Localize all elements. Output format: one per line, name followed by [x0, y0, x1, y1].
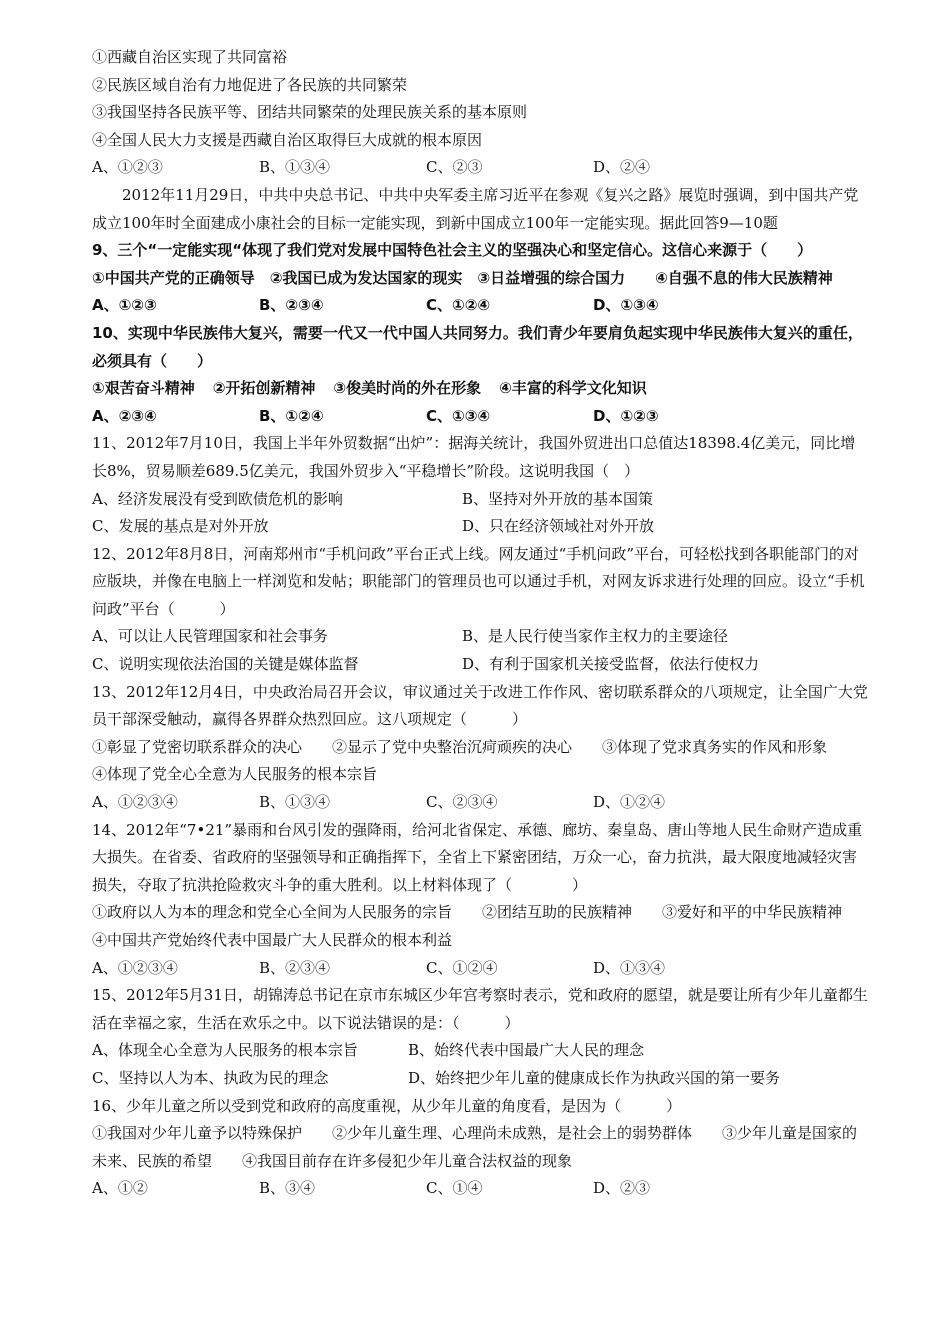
q13-options: [92, 789, 870, 817]
option-c: C、①④: [426, 1179, 483, 1198]
option-d: D、①③④: [593, 958, 666, 977]
option-a: A、①②③④: [92, 793, 178, 812]
question-9: [92, 237, 870, 320]
option-a: A、①②③: [92, 296, 157, 315]
q16-items: ①我国对少年儿童予以特殊保护 ②少年儿童生理、心理尚未成熟，是社会上的弱势群体 ③少年儿童是国家的未来、民族的希望 ④我国目前存在许多侵犯少年儿童合法权益的现象: [92, 1124, 858, 1170]
option-b: B、③④: [259, 1179, 316, 1198]
option-d: D、②③: [593, 1179, 651, 1198]
option-a: A、①②③: [92, 158, 163, 177]
statement-2: ②民族区域自治有力地促进了各民族的共同繁荣: [92, 75, 408, 94]
option-c: C、发展的基点是对外开放: [92, 517, 269, 536]
q10-stem: 10、实现中华民族伟大复兴，需要一代又一代中国人共同努力。我们青少年要肩负起实现中华民族伟大复兴的重任，必须具有（ ）: [92, 323, 863, 370]
option-a: A、①②: [92, 1179, 148, 1198]
q10-item-4: ④丰富的科学文化知识: [499, 379, 647, 398]
option-b: B、②③④: [259, 296, 324, 315]
question-10: [92, 320, 870, 430]
q15-options-row-1: [92, 1037, 870, 1065]
q10-item-1: ①艰苦奋斗精神: [92, 379, 195, 398]
q15-stem: 15、2012年5月31日，胡锦涛总书记在京市东城区少年宫考察时表示，党和政府的愿望，就是要让所有少年儿童都生活在幸福之家，生活在欢乐之中。以下说法错误的是：（ ）: [92, 986, 868, 1032]
option-b: B、①②④: [259, 406, 324, 425]
question-15: [92, 982, 870, 1092]
option-d: D、始终把少年儿童的健康成长作为执政兴国的第一要务: [408, 1068, 781, 1087]
q13-stem: 13、2012年12月4日，中央政治局召开会议，审议通过关于改进工作作风、密切联系群众的八项规定，让全国广大党员干部深受触动，赢得各界群众热烈回应。这八项规定（ ）: [92, 682, 868, 729]
q12-options-row-2: [92, 651, 870, 679]
option-b: B、是人民行使当家作主权力的主要途径: [462, 627, 729, 646]
option-c: C、说明实现依法治国的关键是媒体监督: [92, 655, 359, 674]
option-a: A、①②③④: [92, 958, 178, 977]
q9-items: ①中国共产党的正确领导 ②我国已成为发达国家的现实 ③日益增强的综合国力 ④自强不息的伟大民族精神: [92, 268, 833, 287]
question-16: [92, 1093, 870, 1203]
q9-stem: 9、三个“一定能实现“体现了我们党对发展中国特色社会主义的坚强决心和坚定信心。这信心来源于（ ）: [92, 241, 813, 260]
q16-options: [92, 1175, 870, 1203]
option-d: D、有利于国家机关接受监督，依法行使权力: [462, 655, 760, 674]
option-a: A、②③④: [92, 406, 157, 425]
option-a: A、体现全心全意为人民服务的根本宗旨: [92, 1041, 358, 1060]
q12-stem: 12、2012年8月8日，河南郑州市“手机问政”平台正式上线。网友通过“手机问政”平台，可轻松找到各职能部门的对应版块，并像在电脑上一样浏览和发帖；职能部门的管理员也可以通过手机，对网友诉求进行处理的回应。设立“手机问政”平台（ ）: [92, 544, 865, 618]
q10-items: [92, 375, 870, 403]
option-b: B、①③④: [259, 793, 331, 812]
option-d: D、①③④: [593, 296, 659, 315]
q15-options-row-2: [92, 1065, 870, 1093]
option-d: D、①②④: [593, 793, 666, 812]
q10-item-3: ③俊美时尚的外在形象: [333, 379, 482, 398]
statement-1: ①西藏自治区实现了共同富裕: [92, 48, 288, 66]
q14-stem: 14、2012年“7•21”暴雨和台风引发的强降雨，给河北省保定、承德、廊坊、秦皇岛、唐山等地人民生命财产造成重大损失。在省委、省政府的坚强领导和正确指挥下，全省上下紧密团结，万众一心，奋力抗洪，最大限度地减轻灾害损失，夺取了抗洪抢险救灾斗争的重大胜利。以上材料体现了（ ）: [92, 820, 863, 894]
top-statements: [92, 44, 870, 182]
q10-item-2: ②开拓创新精神: [212, 379, 316, 398]
option-b: B、始终代表中国最广大人民的理念: [408, 1041, 645, 1060]
q16-stem: 16、少年儿童之所以受到党和政府的高度重视，从少年儿童的角度看，是因为（ ）: [92, 1096, 682, 1115]
option-a: A、可以让人民管理国家和社会事务: [92, 627, 328, 646]
q11-stem: 11、2012年7月10日，我国上半年外贸数据“出炉”：据海关统计，我国外贸进出口总值达18398.4亿美元，同比增长8%，贸易顺差689.5亿美元，我国外贸步入“平稳增长”阶段。这说明我国（ ）: [92, 434, 856, 480]
q14-options: [92, 955, 870, 983]
option-b: B、坚持对外开放的基本国策: [462, 489, 654, 508]
option-c: C、②③④: [426, 793, 498, 812]
option-c: C、①②④: [426, 296, 491, 315]
option-d: D、只在经济领域社对外开放: [462, 517, 655, 536]
material-intro: 2012年11月29日，中共中央总书记、中共中央军委主席习近平在参观《复兴之路》展览时强调，到中国共产党成立100年时全面建成小康社会的目标一定能实现，到新中国成立100年一定能实现。据此回答9—10题: [92, 185, 859, 232]
option-c: C、①③④: [426, 406, 491, 425]
option-c: C、坚持以人为本、执政为民的理念: [92, 1068, 329, 1087]
q12-options-row-1: [92, 623, 870, 651]
option-b: B、①③④: [259, 158, 331, 177]
statement-4: ④全国人民大力支援是西藏自治区取得巨大成就的根本原因: [92, 130, 483, 149]
q11-options-row-1: [92, 486, 870, 514]
q13-items: ①彰显了党密切联系群众的决心 ②显示了党中央整治沉疴顽疾的决心 ③体现了党求真务实的作风和形象 ④体现了党全心全意为人民服务的根本宗旨: [92, 737, 858, 784]
option-c: C、②③: [426, 158, 483, 177]
q9-options: [92, 292, 870, 320]
option-b: B、②③④: [259, 958, 331, 977]
question-11: [92, 430, 870, 540]
top-options: [92, 154, 870, 182]
q14-items: ①政府以人为本的理念和党全心全间为人民服务的宗旨 ②团结互助的民族精神 ③爱好和平的中华民族精神 ④中国共产党始终代表中国最广大人民群众的根本利益: [92, 903, 858, 949]
question-13: [92, 679, 870, 817]
question-14: [92, 817, 870, 983]
statement-3: ③我国坚持各民族平等、团结共同繁荣的处理民族关系的基本原则: [92, 103, 528, 122]
question-12: [92, 541, 870, 679]
option-c: C、①②④: [426, 958, 498, 977]
q10-options: [92, 403, 870, 431]
option-a: A、经济发展没有受到欧债危机的影响: [92, 489, 343, 508]
option-d: D、①②③: [593, 406, 659, 425]
q11-options-row-2: [92, 513, 870, 541]
option-d: D、②④: [593, 158, 651, 177]
